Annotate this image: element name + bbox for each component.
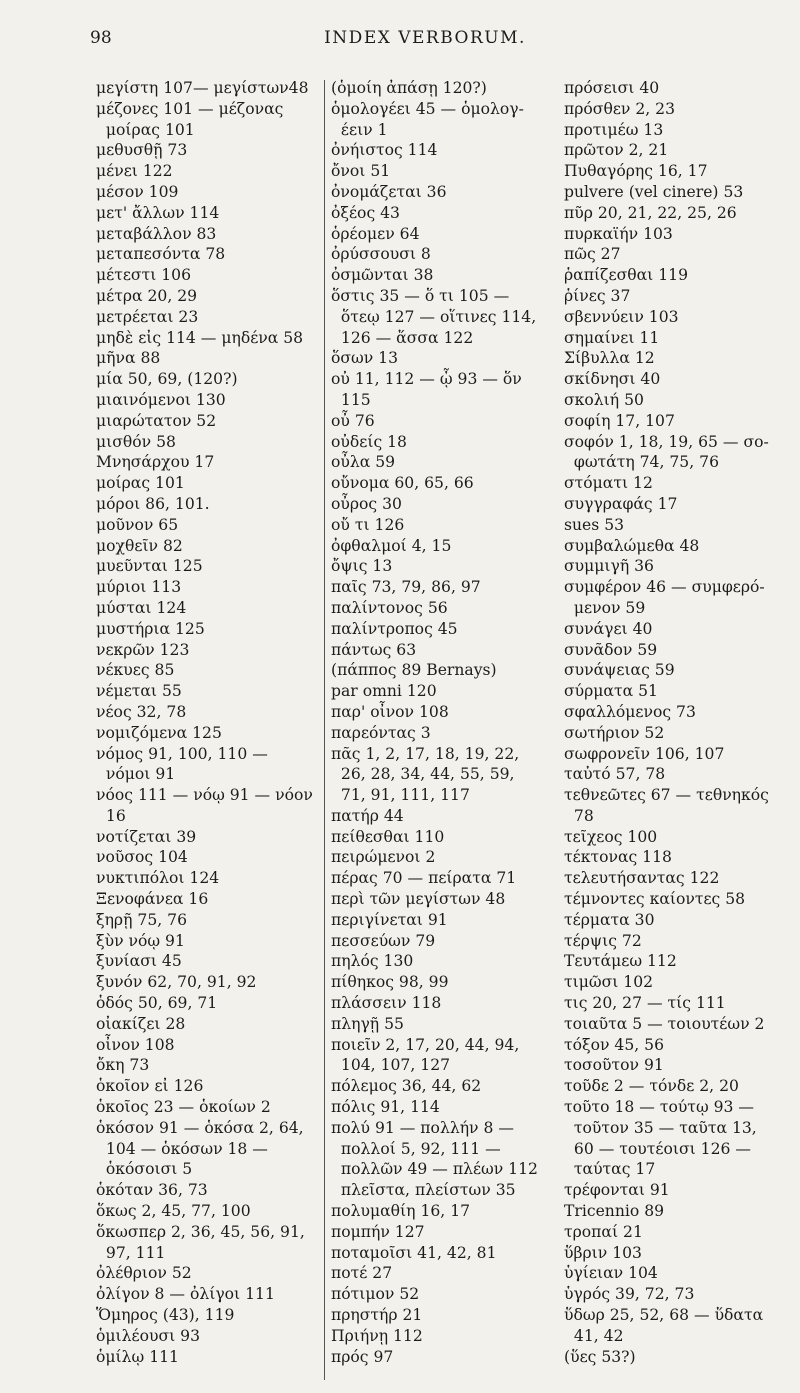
index-entry: πότιμον 52 xyxy=(331,1285,420,1304)
index-entry: νοῦσος 104 xyxy=(96,848,188,867)
page-title: INDEX VERBORUM. xyxy=(324,28,526,48)
page-header xyxy=(90,28,760,58)
index-entry: ξυνίασι 45 xyxy=(96,952,182,971)
index-entry: νέος 32, 78 xyxy=(96,702,187,721)
index-entry: οὖρος 30 xyxy=(331,494,402,513)
index-entry: μυστήρια 125 xyxy=(96,619,205,638)
index-entry: ὑγίειαν 104 xyxy=(564,1264,658,1283)
index-entry: πῦρ 20, 21, 22, 25, 26 xyxy=(564,203,737,222)
index-entry: τόξον 45, 56 xyxy=(564,1035,665,1054)
index-entry: ὁμιλέουσι 93 xyxy=(96,1326,201,1345)
index-entry: μύσται 124 xyxy=(96,598,187,617)
index-entry: πλεῖστα, πλείστων 35 xyxy=(331,1181,516,1200)
index-entry: πειρώμενοι 2 xyxy=(331,848,436,867)
index-entry: μία 50, 69, (120?) xyxy=(96,370,238,389)
index-entry: πᾶς 1, 2, 17, 18, 19, 22, xyxy=(331,744,520,763)
index-entry: μισθόν 58 xyxy=(96,432,176,451)
index-entry: συνάψειας 59 xyxy=(564,661,675,680)
column-divider xyxy=(324,80,325,1380)
index-entry: Tricennio 89 xyxy=(564,1202,665,1221)
index-entry: οὐδείς 18 xyxy=(331,432,407,451)
index-entry: Μνησάρχου 17 xyxy=(96,453,215,472)
index-entry: νόμος 91, 100, 110 — xyxy=(96,744,268,763)
index-entry: πάντως 63 xyxy=(331,640,417,659)
index-entry: μόροι 86, 101. xyxy=(96,494,210,513)
index-entry: τοῦτο 18 — τούτῳ 93 — xyxy=(564,1098,755,1117)
index-entry: ὄψις 13 xyxy=(331,557,393,576)
index-entry: τιμῶσι 102 xyxy=(564,973,654,992)
index-entry: ὄκη 73 xyxy=(96,1056,150,1075)
index-entry: πολλῶν 49 — πλέων 112 xyxy=(331,1160,538,1179)
index-entry: μιαινόμενοι 130 xyxy=(96,390,226,409)
index-entry: τέμνοντες καίοντες 58 xyxy=(564,890,746,909)
index-entry: 97, 111 xyxy=(96,1243,166,1262)
index-entry: (πάππος 89 Bernays) xyxy=(331,661,497,680)
index-entry: ὀφθαλμοί 4, 15 xyxy=(331,536,452,555)
index-entry: ῥίνες 37 xyxy=(564,286,631,305)
index-entry: τέρψις 72 xyxy=(564,931,642,950)
index-entry: ὕδωρ 25, 52, 68 — ὕδατα xyxy=(564,1306,764,1325)
index-entry: πέρας 70 — πείρατα 71 xyxy=(331,869,517,888)
index-entry: μέτεστι 106 xyxy=(96,266,192,285)
index-entry: συγγραφάς 17 xyxy=(564,494,678,513)
index-entry: σημαίνει 11 xyxy=(564,328,660,347)
index-entry: ποτέ 27 xyxy=(331,1264,393,1283)
index-entry: ξὺν νόῳ 91 xyxy=(96,931,185,950)
index-entry: ὅκως 2, 45, 77, 100 xyxy=(96,1202,251,1221)
index-entry: μεθυσθῇ 73 xyxy=(96,141,188,160)
index-entry: οὐ 11, 112 — ᾧ 93 — ὅν xyxy=(331,370,522,389)
index-entry: Πυθαγόρης 16, 17 xyxy=(564,162,708,181)
index-entry: τεῖχεος 100 xyxy=(564,827,658,846)
index-entry: sues 53 xyxy=(564,515,625,534)
index-entry: 115 xyxy=(331,390,371,409)
index-entry: μεγίστη 107— μεγίστων48 xyxy=(96,79,309,97)
index-entry: πολλοί 5, 92, 111 — xyxy=(331,1139,501,1158)
index-entry: ὁκοῖον εἰ 126 xyxy=(96,1077,204,1096)
index-entry: ταὐτό 57, 78 xyxy=(564,765,666,784)
index-entry: πεσσεύων 79 xyxy=(331,931,436,950)
index-entry: σοφίη 17, 107 xyxy=(564,411,675,430)
index-entry: πολύ 91 — πολλήν 8 — xyxy=(331,1118,514,1137)
index-entry: ὁμίλῳ 111 xyxy=(96,1347,179,1366)
index-entry: ταύτας 17 xyxy=(564,1160,656,1179)
index-entry: προτιμέω 13 xyxy=(564,120,664,139)
index-entry: ὕβριν 103 xyxy=(564,1243,642,1262)
index-entry: περὶ τῶν μεγίστων 48 xyxy=(331,890,506,909)
index-entry: 104, 107, 127 xyxy=(331,1056,451,1075)
index-entry: πρῶτον 2, 21 xyxy=(564,141,669,160)
index-entry: μέσον 109 xyxy=(96,182,179,201)
index-entry: συμμιγῆ 36 xyxy=(564,557,654,576)
index-entry: σοφόν 1, 18, 19, 65 — σο- xyxy=(564,432,769,451)
index-entry: ὀλίγον 8 — ὀλίγοι 111 xyxy=(96,1285,275,1304)
index-entry: 78 xyxy=(564,806,594,825)
index-entry: πόλεμος 36, 44, 62 xyxy=(331,1077,482,1096)
index-entry: νόος 111 — νόῳ 91 — νόον xyxy=(96,786,313,805)
index-entry: μοίρας 101 xyxy=(96,474,185,493)
index-entry: ῥαπίζεσθαι 119 xyxy=(564,266,688,285)
index-entry: 60 — τουτέοισι 126 — xyxy=(564,1139,751,1158)
index-column-3 xyxy=(564,78,784,1367)
index-entry: ὁκόσον 91 — ὁκόσα 2, 64, xyxy=(96,1118,304,1137)
index-entry: ὀνήιστος 114 xyxy=(331,141,438,160)
index-entry: ὅτεῳ 127 — οἵτινες 114, xyxy=(331,307,537,326)
index-column-2 xyxy=(331,78,545,1367)
index-entry: τις 20, 27 — τίς 111 xyxy=(564,994,726,1013)
index-entry: τέρματα 30 xyxy=(564,910,655,929)
index-entry: ὀνομάζεται 36 xyxy=(331,182,447,201)
index-entry: μεταβάλλον 83 xyxy=(96,224,217,243)
index-entry: μετρέεται 23 xyxy=(96,307,199,326)
index-entry: πρηστήρ 21 xyxy=(331,1306,423,1325)
index-entry: (ὕες 53?) xyxy=(564,1347,636,1366)
index-entry: πατήρ 44 xyxy=(331,806,404,825)
index-entry: Τευτάμεω 112 xyxy=(564,952,677,971)
index-entry: ὅστις 35 — ὅ τι 105 — xyxy=(331,286,510,305)
index-entry: τροπαί 21 xyxy=(564,1222,643,1241)
index-entry: τρέφονται 91 xyxy=(564,1181,670,1200)
index-entry: ποιεῖν 2, 17, 20, 44, 94, xyxy=(331,1035,520,1054)
index-entry: στόματι 12 xyxy=(564,474,653,493)
index-entry: ὁκόσοισι 5 xyxy=(96,1160,193,1179)
index-entry: μοχθεῖν 82 xyxy=(96,536,183,555)
index-entry: νέκυες 85 xyxy=(96,661,175,680)
index-entry: τελευτήσαντας 122 xyxy=(564,869,720,888)
index-entry: παῖς 73, 79, 86, 97 xyxy=(331,578,481,597)
index-entry: νεκρῶν 123 xyxy=(96,640,190,659)
index-entry: 71, 91, 111, 117 xyxy=(331,786,470,805)
index-entry: τοσοῦτον 91 xyxy=(564,1056,664,1075)
index-entry: σύρματα 51 xyxy=(564,682,658,701)
index-entry: μενον 59 xyxy=(564,598,646,617)
index-entry: τοῦδε 2 — τόνδε 2, 20 xyxy=(564,1077,739,1096)
index-entry: σωτήριον 52 xyxy=(564,723,665,742)
page-number: 98 xyxy=(90,28,112,48)
index-entry: τοιαῦτα 5 — τοιουτέων 2 xyxy=(564,1014,765,1033)
index-entry: ὁδός 50, 69, 71 xyxy=(96,994,218,1013)
index-entry: μιαρώτατον 52 xyxy=(96,411,217,430)
index-entry: pulvere (vel cinere) 53 xyxy=(564,182,744,201)
index-entry: πόλις 91, 114 xyxy=(331,1098,440,1117)
index-entry: ὁμολογέει 45 — ὁμολογ- xyxy=(331,99,524,118)
index-entry: παλίντονος 56 xyxy=(331,598,448,617)
index-entry: ὅκωσπερ 2, 36, 45, 56, 91, xyxy=(96,1222,305,1241)
index-entry: μετ' ἄλλων 114 xyxy=(96,203,220,222)
index-entry: 26, 28, 34, 44, 55, 59, xyxy=(331,765,515,784)
index-entry: Πριήνῃ 112 xyxy=(331,1326,423,1345)
index-entry: μηδὲ εἰς 114 — μηδένα 58 xyxy=(96,328,304,347)
index-entry: Ξενοφάνεα 16 xyxy=(96,890,209,909)
index-entry: σκίδνησι 40 xyxy=(564,370,661,389)
index-entry: παρ' οἶνον 108 xyxy=(331,702,449,721)
index-entry: μέτρα 20, 29 xyxy=(96,286,198,305)
index-entry: νόμοι 91 xyxy=(96,765,176,784)
index-entry: πηλός 130 xyxy=(331,952,414,971)
index-entry: πυρκαϊήν 103 xyxy=(564,224,673,243)
index-entry: νοτίζεται 39 xyxy=(96,827,197,846)
index-entry: par omni 120 xyxy=(331,682,437,701)
index-entry: ὀξέος 43 xyxy=(331,203,400,222)
index-entry: ὀρύσσουσι 8 xyxy=(331,245,431,264)
index-entry: οὔ τι 126 xyxy=(331,515,405,534)
index-entry: πείθεσθαι 110 xyxy=(331,827,445,846)
index-entry: πῶς 27 xyxy=(564,245,621,264)
index-entry: συμβαλώμεθα 48 xyxy=(564,536,700,555)
index-entry: οἰακίζει 28 xyxy=(96,1014,186,1033)
index-entry: νυκτιπόλοι 124 xyxy=(96,869,220,888)
index-entry: μέζονες 101 — μέζονας xyxy=(96,99,284,118)
index-entry: μοίρας 101 xyxy=(96,120,195,139)
index-entry: πληγῇ 55 xyxy=(331,1014,404,1033)
index-entry: σφαλλόμενος 73 xyxy=(564,702,696,721)
index-entry: μύριοι 113 xyxy=(96,578,182,597)
index-entry: οὖ 76 xyxy=(331,411,375,430)
index-entry: 41, 42 xyxy=(564,1326,624,1345)
index-entry: 16 xyxy=(96,806,126,825)
index-entry: 104 — ὁκόσων 18 — xyxy=(96,1139,268,1158)
index-entry: Ὅμηρος (43), 119 xyxy=(96,1306,235,1325)
index-entry: ποταμοῖσι 41, 42, 81 xyxy=(331,1243,497,1262)
index-entry: νέμεται 55 xyxy=(96,682,182,701)
index-entry: ξηρῇ 75, 76 xyxy=(96,910,187,929)
index-column-1 xyxy=(96,78,311,1367)
index-entry: πομπήν 127 xyxy=(331,1222,425,1241)
index-entry: νομιζόμενα 125 xyxy=(96,723,222,742)
index-entry: τεθνεῶτες 67 — τεθνηκός xyxy=(564,786,769,805)
index-entry: πλάσσειν 118 xyxy=(331,994,442,1013)
index-entry: (ὁμοίη ἀπάσῃ 120?) xyxy=(331,79,487,97)
index-entry: πρόσθεν 2, 23 xyxy=(564,99,676,118)
index-entry: ὀλέθριον 52 xyxy=(96,1264,192,1283)
index-entry: τέκτονας 118 xyxy=(564,848,672,867)
index-entry: παλίντροπος 45 xyxy=(331,619,458,638)
index-entry: ξυνόν 62, 70, 91, 92 xyxy=(96,973,257,992)
index-entry: ὁρέομεν 64 xyxy=(331,224,420,243)
index-entry: οὖλα 59 xyxy=(331,453,396,472)
index-entry: οἶνον 108 xyxy=(96,1035,175,1054)
index-entry: οὔνομα 60, 65, 66 xyxy=(331,474,474,493)
index-entry: τοῦτον 35 — ταῦτα 13, xyxy=(564,1118,757,1137)
index-entry: μένει 122 xyxy=(96,162,173,181)
index-entry: ὁκόταν 36, 73 xyxy=(96,1181,208,1200)
index-entry: συμφέρον 46 — συμφερό- xyxy=(564,578,765,597)
index-entry: μεταπεσόντα 78 xyxy=(96,245,226,264)
index-entry: πρόσεισι 40 xyxy=(564,79,660,97)
index-entry: ὑγρός 39, 72, 73 xyxy=(564,1285,695,1304)
index-entry: συνᾶδον 59 xyxy=(564,640,658,659)
index-entry: σωφρονεῖν 106, 107 xyxy=(564,744,725,763)
index-entry: ὅσων 13 xyxy=(331,349,399,368)
index-entry: έειν 1 xyxy=(331,120,388,139)
index-entry: πίθηκος 98, 99 xyxy=(331,973,449,992)
index-entry: σκολιή 50 xyxy=(564,390,644,409)
index-entry: συνάγει 40 xyxy=(564,619,653,638)
index-entry: 126 — ἅσσα 122 xyxy=(331,328,474,347)
index-entry: ὀσμῶνται 38 xyxy=(331,266,434,285)
index-entry: ὄνοι 51 xyxy=(331,162,391,181)
index-entry: πρός 97 xyxy=(331,1347,394,1366)
index-entry: ὁκοῖος 23 — ὁκοίων 2 xyxy=(96,1098,271,1117)
index-entry: παρεόντας 3 xyxy=(331,723,431,742)
index-entry: πολυμαθίη 16, 17 xyxy=(331,1202,471,1221)
index-entry: σβεννύειν 103 xyxy=(564,307,679,326)
index-entry: μυεῦνται 125 xyxy=(96,557,203,576)
index-entry: Σίβυλλα 12 xyxy=(564,349,655,368)
index-entry: μῆνα 88 xyxy=(96,349,161,368)
index-entry: φωτάτη 74, 75, 76 xyxy=(564,453,719,472)
index-entry: περιγίνεται 91 xyxy=(331,910,448,929)
index-entry: μοῦνον 65 xyxy=(96,515,179,534)
